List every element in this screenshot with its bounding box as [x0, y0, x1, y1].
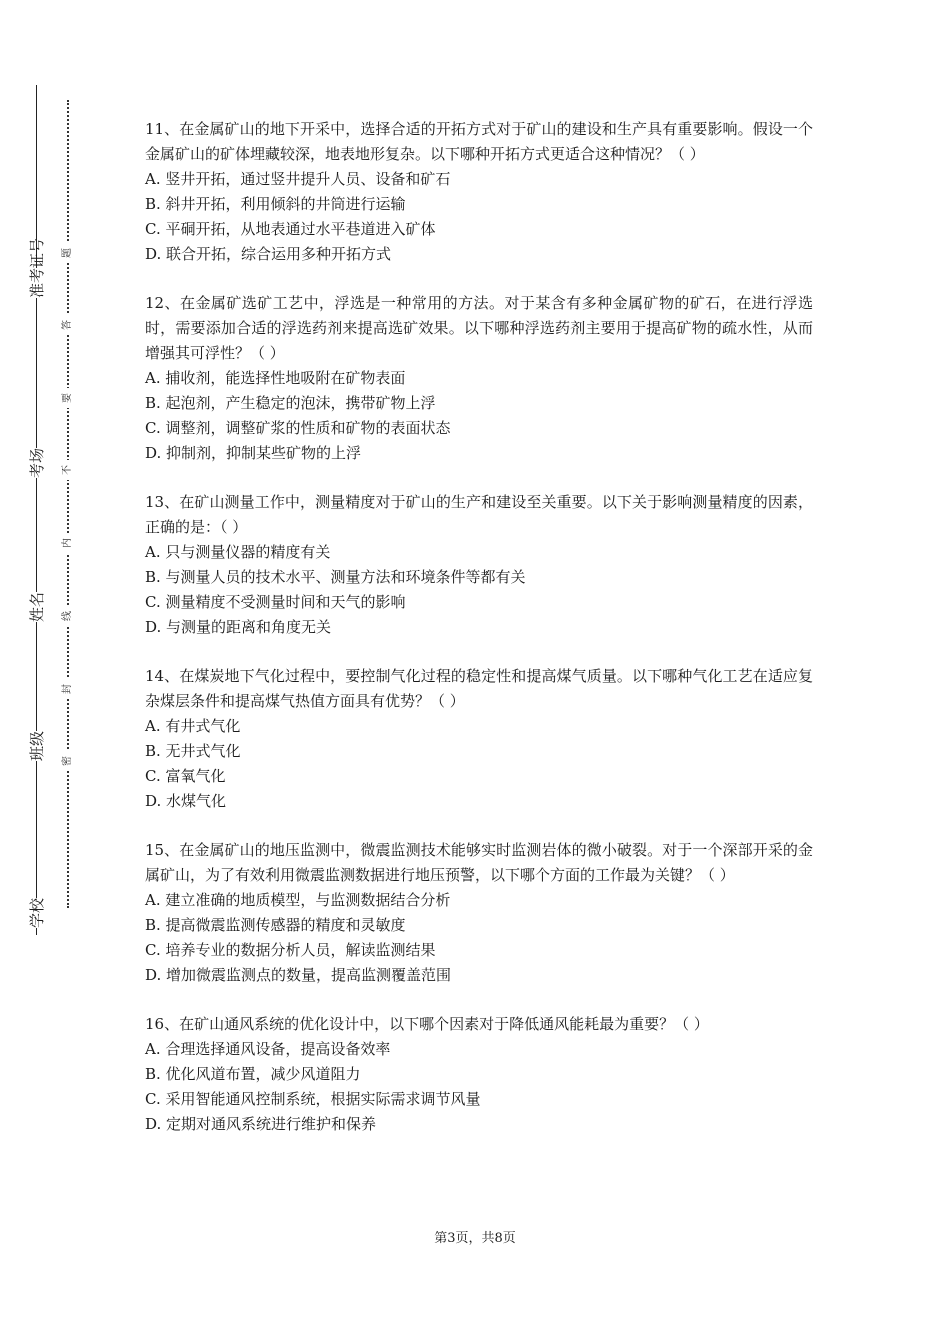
question-16 — [145, 1012, 813, 1137]
option-b: B. 起泡剂，产生稳定的泡沫，携带矿物上浮 — [145, 394, 436, 412]
option-c: C. 测量精度不受测量时间和天气的影响 — [145, 593, 406, 611]
class-label: 班级 — [22, 731, 52, 761]
option-b: B. 无井式气化 — [145, 742, 241, 760]
option-b: B. 提高微震监测传感器的精度和灵敏度 — [145, 916, 406, 934]
student-name-label: 姓名 — [22, 592, 52, 622]
question-15 — [145, 838, 813, 988]
option-a: A. 竖井开拓，通过竖井提升人员、设备和矿石 — [145, 170, 451, 188]
option-a: A. 建立准确的地质模型，与监测数据结合分析 — [145, 891, 451, 909]
question-11 — [145, 117, 813, 267]
question-14 — [145, 664, 813, 814]
question-12 — [145, 291, 813, 466]
option-c: C. 富氧气化 — [145, 767, 226, 785]
seal-char: 题 — [61, 243, 75, 263]
option-d: D. 增加微震监测点的数量，提高监测覆盖范围 — [145, 966, 452, 984]
question-13 — [145, 490, 813, 640]
question-stem: 13、在矿山测量工作中，测量精度对于矿山的生产和建设至关重要。以下关于影响测量精度的因素，正确的是：（ ） — [145, 493, 813, 536]
question-list — [145, 117, 813, 1161]
option-c: C. 平硐开拓，从地表通过水平巷道进入矿体 — [145, 220, 436, 238]
student-info-fields — [22, 0, 52, 1344]
seal-line-text — [58, 0, 78, 1344]
option-a: A. 捕收剂，能选择性地吸附在矿物表面 — [145, 369, 406, 387]
page-number: 第3页，共8页 — [434, 1231, 516, 1246]
option-c: C. 采用智能通风控制系统，根据实际需求调节风量 — [145, 1090, 481, 1108]
option-a: A. 只与测量仪器的精度有关 — [145, 543, 331, 561]
option-c: C. 培养专业的数据分析人员，解读监测结果 — [145, 941, 436, 959]
question-stem: 14、在煤炭地下气化过程中，要控制气化过程的稳定性和提高煤气质量。以下哪种气化工艺在适应复杂煤层条件和提高煤气热值方面具有优势？（ ） — [145, 667, 813, 710]
option-a: A. 合理选择通风设备，提高设备效率 — [145, 1040, 391, 1058]
exam-room-label: 考场 — [22, 448, 52, 478]
seal-char: 内 — [61, 533, 75, 553]
question-stem: 15、在金属矿山的地压监测中，微震监测技术能够实时监测岩体的微小破裂。对于一个深部开采的金属矿山，为了有效利用微震监测数据进行地压预警，以下哪个方面的工作最为关键？（ ） — [145, 841, 813, 884]
option-d: D. 抑制剂，抑制某些矿物的上浮 — [145, 444, 362, 462]
option-d: D. 与测量的距离和角度无关 — [145, 618, 332, 636]
option-b: B. 优化风道布置，减少风道阻力 — [145, 1065, 361, 1083]
exam-id-label: 准考证号 — [22, 268, 52, 298]
seal-char: 封 — [61, 679, 75, 699]
option-c: C. 调整剂，调整矿浆的性质和矿物的表面状态 — [145, 419, 451, 437]
question-stem: 12、在金属矿选矿工艺中，浮选是一种常用的方法。对于某含有多种金属矿物的矿石，在进行浮选时，需要添加合适的浮选药剂来提高选矿效果。以下哪种浮选药剂主要用于提高矿物的疏水性，从而增强其可浮性？（ ） — [145, 294, 813, 362]
option-d: D. 联合开拓，综合运用多种开拓方式 — [145, 245, 392, 263]
seal-char: 不 — [61, 460, 75, 480]
seal-char: 密 — [61, 751, 75, 771]
question-stem: 11、在金属矿山的地下开采中，选择合适的开拓方式对于矿山的建设和生产具有重要影响。假设一个金属矿山的矿体埋藏较深，地表地形复杂。以下哪种开拓方式更适合这种情况？（ ） — [145, 120, 813, 163]
question-stem: 16、在矿山通风系统的优化设计中，以下哪个因素对于降低通风能耗最为重要？（ ） — [145, 1015, 709, 1033]
option-d: D. 定期对通风系统进行维护和保养 — [145, 1115, 377, 1133]
option-d: D. 水煤气化 — [145, 792, 227, 810]
seal-char: 要 — [61, 388, 75, 408]
option-b: B. 与测量人员的技术水平、测量方法和环境条件等都有关 — [145, 568, 526, 586]
seal-char: 线 — [61, 606, 75, 626]
option-b: B. 斜井开拓，利用倾斜的井筒进行运输 — [145, 195, 406, 213]
school-label: 学校 — [22, 898, 52, 928]
seal-char: 答 — [61, 315, 75, 335]
option-a: A. 有井式气化 — [145, 717, 241, 735]
